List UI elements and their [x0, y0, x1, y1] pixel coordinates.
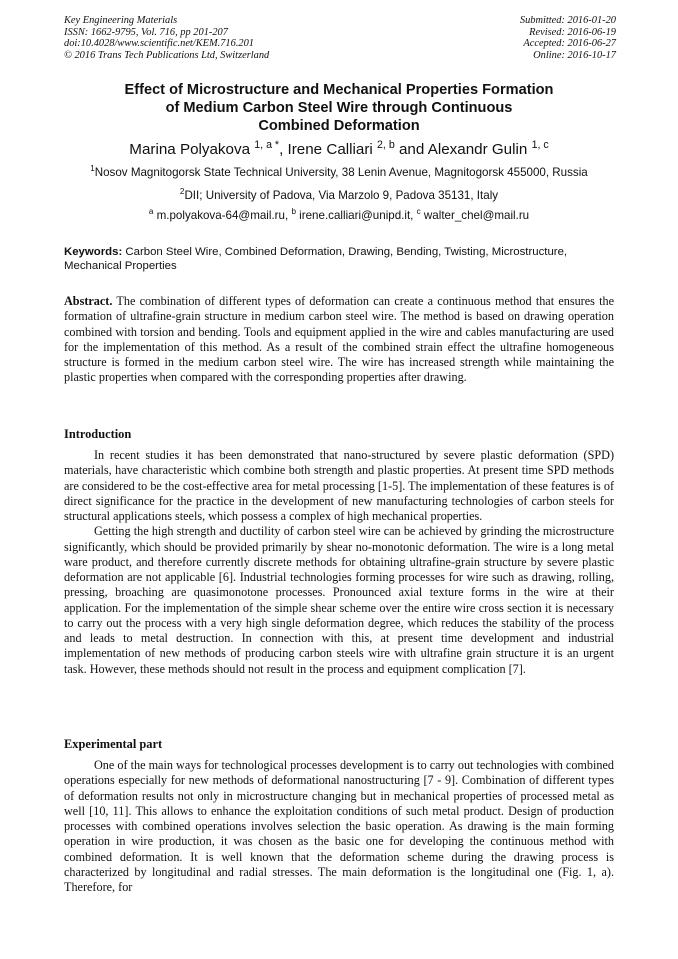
introduction-body: [64, 448, 614, 677]
experimental-body: [64, 758, 614, 895]
affiliation-2: [60, 189, 618, 203]
author-name: Marina Polyakova: [129, 141, 251, 158]
title-line: Combined Deformation: [258, 118, 420, 134]
author-affiliation-mark: 2, b: [377, 138, 395, 151]
author-name: Irene Calliari: [287, 141, 373, 158]
paragraph: In recent studies it has been demonstrated that nano-structured by severe plastic deformation (SPD) materials, have characteristic which combine both strength and plastic properties. At present time SPD methods are considered to be the cost-effective area for metal processing [1-5]. The implementation of these features is of direct significance for the practice in the development of new manufacturing technologies of carbon steels for structural applications steels, which possess a complex of high mechanical properties.: [64, 448, 614, 523]
email-text: walter_chel@mail.ru: [420, 209, 530, 222]
issn-line: ISSN: 1662-9795, Vol. 716, pp 201-207: [64, 26, 228, 38]
keywords-text: Carbon Steel Wire, Combined Deformation, Drawing, Bending, Twisting, Microstructure, Mechanical Properties: [64, 246, 568, 272]
paragraph: Getting the high strength and ductility of carbon steel wire can be achieved by grinding the microstructure significantly, which should be provided primarily by shear no-monotonic deformation. The wire is a long metal ware product, and therefore currently discrete methods for obtaining ultrafine-grain structure by severe plastic deformation are not applicable [6]. Industrial technologies forming processes for wire such as drawing, rolling, pressing, broaching are quasimonotone processes. Pronounced axial texture forms in the wire at their application. For the implementation of the simple shear scheme over the entire wire cross section it is necessary to carry out the process with a very high single deformation degree, which reduces the stability of the process and leads to metal destruction. In connection with this, at present time development and industrial implementation of new methods of producing carbon steels wire with ultrafine grain structure it is an urgent task. However, these methods should not result in the process and equipment complication [7].: [64, 524, 614, 676]
affiliation-mark: 1: [90, 164, 95, 174]
copyright-line: © 2016 Trans Tech Publications Ltd, Switzerland: [64, 49, 270, 61]
affiliation-text: Nosov Magnitogorsk State Technical University, 38 Lenin Avenue, Magnitogorsk 455000, Russia: [94, 166, 588, 179]
online-date: Online: 2016-10-17: [533, 49, 616, 61]
journal-name: Key Engineering Materials: [64, 15, 178, 26]
email-text: irene.calliari@unipd.it,: [295, 209, 417, 222]
affiliation-text: DII; University of Padova, Via Marzolo 9, Padova 35131, Italy: [184, 189, 499, 202]
email-mark: b: [291, 207, 296, 217]
author-separator: and: [394, 141, 428, 158]
revised-date: Revised: 2016-06-19: [529, 26, 616, 38]
submitted-date: Submitted: 2016-01-20: [519, 15, 616, 26]
email-mark: c: [416, 207, 421, 217]
paragraph: One of the main ways for technological processes development is to carry out technologies with combined operations especially for new methods of deformational nanostructuring [7 - 9]. Combination of different types of deformation results not only in microstructure changing but in mechanical properties of processed metal as well [10, 11]. This allows to enhance the exploitation conditions of such metal product. Design of production processes with combined operations involves selection the basic operation. As drawing is the main forming operation in wire production, it was chosen as the basic one for developing the continuous method with combined deformation. It is well known that the deformation scheme during the drawing process is characterized by longitudinal and radial stresses. The main deformation is the longitudinal one (Fig. 1, a). Therefore, for: [64, 758, 614, 894]
email-mark: a: [148, 207, 154, 217]
dates-header: [520, 15, 616, 61]
paper-title: [60, 81, 618, 135]
affiliation-1: [60, 166, 618, 180]
doi-line: doi:10.4028/www.scientific.net/KEM.716.201: [64, 38, 254, 50]
section-heading-experimental: Experimental part: [64, 737, 163, 751]
section-heading-introduction: Introduction: [64, 427, 132, 441]
author-affiliation-mark: 1, c: [531, 138, 549, 151]
affiliation-mark: 2: [179, 187, 185, 197]
abstract-text: The combination of different types of deformation can create a continuous method that ensures the formation of ultrafine-grain structure in medium carbon steel wire. The method is based on drawing operation combined with torsion and bending. Tools and equipment applied in the wire and cables manufacturing are used for the implementation of this method. As a result of the combined strain effect the ultrafine homogeneous structure is formed in the medium carbon steel wire. The wire has increased strength while maintaining the plastic properties when compared with the corresponding properties after drawing.: [64, 294, 614, 385]
author-affiliation-mark: 1, a *: [254, 138, 280, 151]
title-line: Effect of Microstructure and Mechanical Properties Formation: [124, 82, 554, 98]
accepted-date: Accepted: 2016-06-27: [523, 38, 616, 50]
email-text: m.polyakova-64@mail.ru,: [153, 209, 292, 222]
abstract: [64, 294, 614, 386]
journal-header: [64, 15, 269, 61]
abstract-label: Abstract.: [64, 294, 113, 308]
author-list: [60, 140, 618, 160]
author-separator: ,: [279, 141, 288, 158]
email-line: [60, 209, 618, 223]
author-name: Alexandr Gulin: [427, 141, 528, 158]
keywords-label: Keywords:: [64, 246, 123, 258]
keywords: [64, 245, 614, 273]
title-line: of Medium Carbon Steel Wire through Continuous: [165, 100, 513, 116]
